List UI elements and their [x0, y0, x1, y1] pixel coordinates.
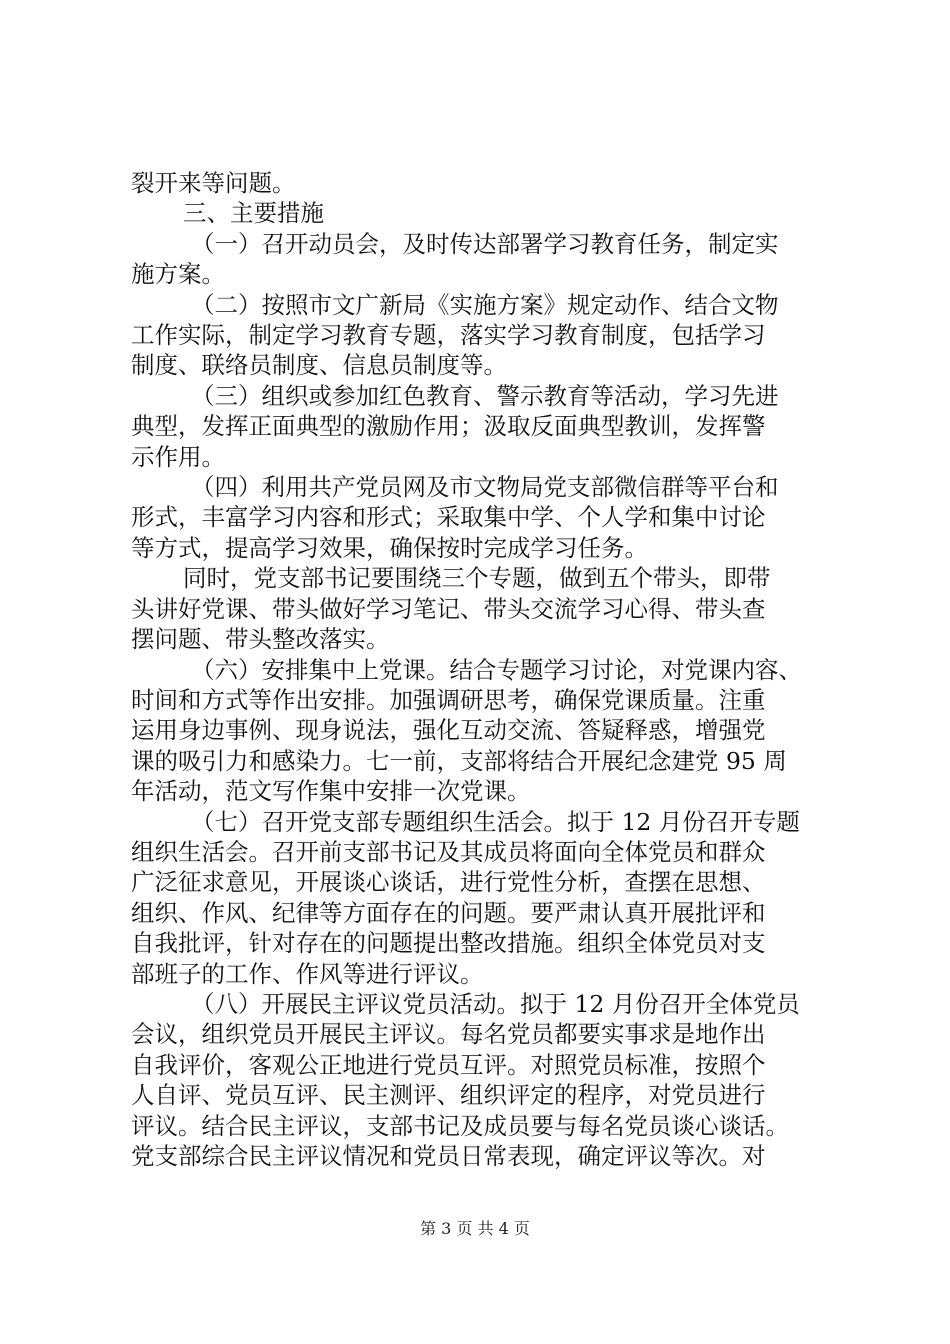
text-line: 党支部综合民主评议情况和党员日常表现，确定评议等次。对	[131, 1142, 766, 1170]
text-line: 制度、联络员制度、信息员制度等。	[131, 351, 507, 380]
text-line: （三）组织或参加红色教育、警示教育等活动，学习先进	[191, 381, 779, 410]
paragraph	[131, 198, 831, 228]
text-line: 年活动，范文写作集中安排一次党课。	[131, 777, 531, 806]
text-line: 会议，组织党员开展民主评议。每名党员都要实事求是地作出	[131, 1020, 766, 1049]
text-line: 三、主要措施	[183, 199, 324, 228]
text-line: 形式，丰富学习内容和形式；采取集中学、个人学和集中讨论	[131, 503, 766, 532]
paragraph	[131, 229, 831, 290]
text-line: 工作实际，制定学习教育专题，落实学习教育制度，包括学习	[131, 321, 766, 350]
text-line: 时间和方式等作出安排。加强调研思考，确保党课质量。注重	[131, 685, 766, 714]
text-line: 人自评、党员互评、民主测评、组织评定的程序，对党员进行	[131, 1081, 766, 1110]
paragraph	[131, 563, 831, 654]
text-line: 广泛征求意见，开展谈心谈话，进行党性分析，查摆在思想、	[131, 868, 766, 897]
text-line: 施方案。	[131, 260, 225, 289]
text-line: 裂开来等问题。	[131, 169, 296, 197]
text-line: （六）安排集中上党课。结合专题学习讨论，对党课内容、	[191, 655, 802, 684]
text-line: （四）利用共产党员网及市文物局党支部微信群等平台和	[191, 473, 779, 502]
text-line: 组织生活会。召开前支部书记及其成员将面向全体党员和群众	[131, 837, 766, 866]
text-line: 典型，发挥正面典型的激励作用；汲取反面典型教训，发挥警	[131, 412, 766, 441]
paragraph	[131, 655, 831, 807]
text-line: （八）开展民主评议党员活动。拟于 12 月份召开全体党员	[191, 989, 800, 1018]
text-line: 课的吸引力和感染力。七一前，支部将结合开展纪念建党 95 周	[131, 746, 787, 775]
text-line: 自我评价，客观公正地进行党员互评。对照党员标准，按照个	[131, 1050, 766, 1079]
paragraph	[131, 989, 831, 1171]
paragraph	[131, 290, 831, 381]
page-footer: 第 3 页 共 4 页	[420, 1219, 530, 1238]
text-line: 评议。结合民主评议，支部书记及成员要与每名党员谈心谈话。	[131, 1111, 789, 1140]
text-line: （一）召开动员会，及时传达部署学习教育任务，制定实	[191, 229, 779, 258]
paragraph	[131, 168, 831, 198]
text-line: 组织、作风、纪律等方面存在的问题。要严肃认真开展批评和	[131, 898, 766, 927]
paragraph	[131, 472, 831, 563]
text-line: 摆问题、带头整改落实。	[131, 625, 390, 654]
text-line: （二）按照市文广新局《实施方案》规定动作、结合文物	[191, 290, 779, 319]
text-line: 部班子的工作、作风等进行评议。	[131, 959, 484, 988]
text-line: 示作用。	[131, 442, 225, 471]
text-line: 头讲好党课、带头做好学习笔记、带头交流学习心得、带头查	[131, 594, 766, 623]
paragraph	[131, 381, 831, 472]
document-body	[131, 168, 831, 1171]
text-line: 同时，党支部书记要围绕三个专题，做到五个带头，即带	[183, 564, 771, 593]
text-line: （七）召开党支部专题组织生活会。拟于 12 月份召开专题	[191, 807, 800, 836]
text-line: 运用身边事例、现身说法，强化互动交流、答疑释惑，增强党	[131, 716, 766, 745]
text-line: 等方式，提高学习效果，确保按时完成学习任务。	[131, 533, 648, 562]
paragraph	[131, 807, 831, 989]
text-line: 自我批评，针对存在的问题提出整改措施。组织全体党员对支	[131, 929, 766, 958]
